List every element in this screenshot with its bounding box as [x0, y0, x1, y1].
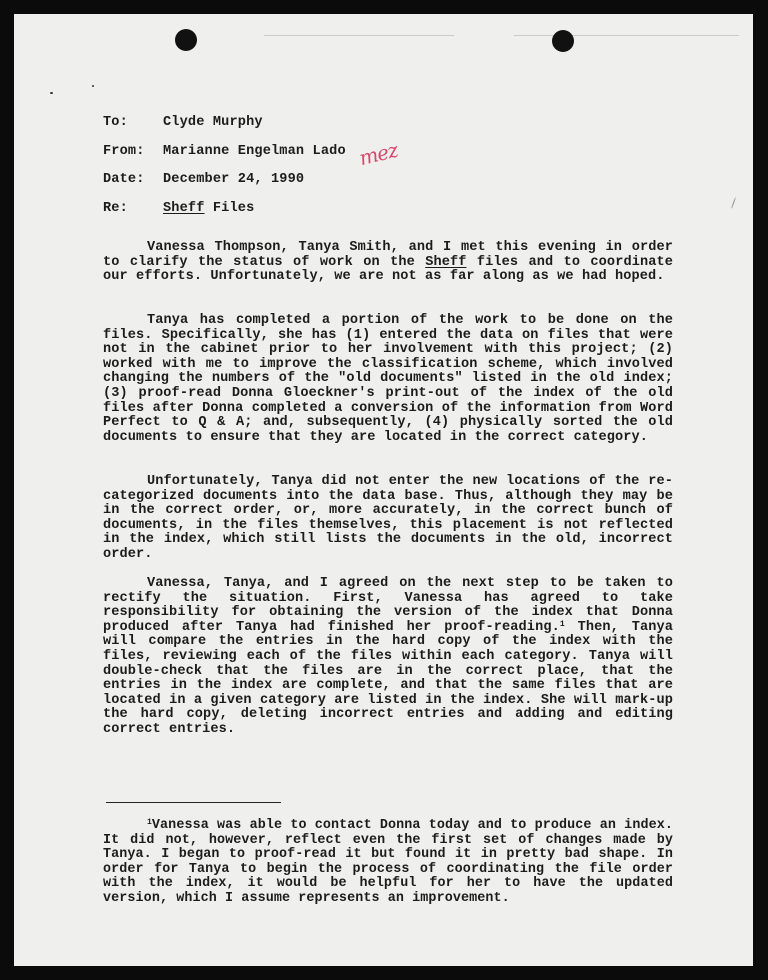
from-label: From: [103, 144, 145, 159]
handwritten-initials: mez [356, 137, 400, 171]
footnote-text: Vanessa was able to contact Donna today and to produce an index. It did not, however, reflect even the first set of changes made by Tanya. I began to proof-read it but found it in pretty bad shape. In order for Tanya to begin the process of coordinating the file order with the index, it would be helpful for her to have the updated version, which I assume represents an improvement. [103, 818, 673, 906]
paragraph-text: Then, Tanya will compare the entries in the hard copy of the index with the files, reviewing each of the files within each category. Tanya will double-check that the files are in the correct place, that the entries in the index are complete, and that the same files that are located in a given category are listed in the index. She will mark-up the hard copy, deleting incorrect entries and adding and editing correct entries. [103, 619, 673, 737]
speck [92, 85, 94, 87]
footnote-marker: 1 [147, 818, 152, 827]
paragraph-text: Tanya has completed a portion of the work to be done on the files. Specifically, she has (1) entered the data on files that were not in the cabinet prior to her involvement with this project; (2) worked with me to improve the classification scheme, which involved changing the numbers of the "old documents" listed in the old index; (3) proof-read Donna Gloeckner's print-out of the index of the old files after Donna completed a conversion of the information from Word Perfect to Q & A; and, subsequently, (4) physically sorted the old documents to ensure that they are located in the correct category. [103, 313, 673, 445]
re-rest: Files [204, 201, 255, 216]
re-label: Re: [103, 201, 128, 216]
punch-hole-left [175, 29, 197, 51]
case-name: Sheff [425, 254, 467, 270]
body-paragraph-1 [103, 241, 673, 285]
speck [731, 197, 736, 209]
re-underlined: Sheff [163, 201, 205, 216]
memo-page [14, 14, 753, 966]
date-value: December 24, 1990 [163, 172, 305, 187]
memo-to-line [103, 115, 263, 131]
paragraph-text: Unfortunately, Tanya did not enter the new locations of the re-categorized documents into the data base. Thus, although they may be in the correct order, or, more accurately, in the correct bunch of documents, in the files themselves, this placement is not reflected in the index, which still lists the documents in the old, incorrect order. [103, 474, 673, 562]
footnote-reference: 1 [559, 619, 565, 629]
footnote-separator [106, 802, 281, 803]
to-label: To: [103, 115, 128, 130]
memo-re-line [103, 201, 254, 217]
memo-from-line [103, 144, 346, 160]
body-paragraph-4 [103, 577, 673, 738]
paragraph-text: Vanessa Thompson, Tanya Smith, and I met this evening in order to clarify the status of work on the [103, 240, 673, 270]
top-edge-mark [514, 35, 739, 36]
footnote [103, 819, 673, 906]
body-paragraph-3 [103, 475, 673, 563]
body-paragraph-2 [103, 314, 673, 445]
memo-date-line [103, 172, 304, 188]
from-value: Marianne Engelman Lado [163, 144, 346, 159]
top-edge-mark [264, 35, 454, 36]
speck [50, 92, 53, 94]
paragraph-text: files and to coordinate our efforts. Unfortunately, we are not as far along as we had hoped. [103, 254, 673, 285]
to-value: Clyde Murphy [163, 115, 263, 130]
date-label: Date: [103, 172, 145, 187]
paragraph-text: Vanessa, Tanya, and I agreed on the next step to be taken to rectify the situation. First, Vanessa has agreed to take responsibility for obtaining the version of the index that Donna produced after Tanya had finished her proof-reading. [103, 576, 673, 635]
punch-hole-right [552, 30, 574, 52]
